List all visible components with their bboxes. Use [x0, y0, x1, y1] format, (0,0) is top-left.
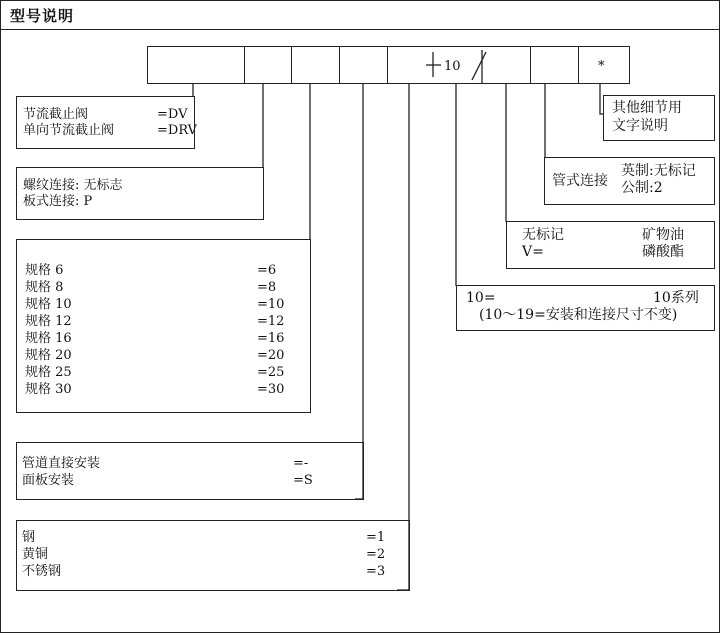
mounting-row-2-label: 面板安装: [22, 473, 75, 488]
material-row-2-label: 黄铜: [22, 547, 49, 562]
size-row-value: =20: [257, 348, 285, 363]
size-row-label: 规格 16: [25, 331, 72, 346]
material-row-1-value: =1: [366, 530, 386, 545]
size-row-label: 规格 10: [25, 297, 72, 312]
size-row-label: 规格 20: [25, 348, 72, 363]
material-row-1-label: 钢: [22, 530, 36, 545]
valve-type-row-1-value: =DV: [157, 107, 188, 122]
size-row-value: =8: [257, 280, 277, 295]
other-details-line-1: 其他细节用: [612, 100, 682, 116]
seal-row-2-left: V=: [522, 244, 544, 260]
connection-row-2: 板式连接: P: [23, 194, 93, 209]
size-row-label: 规格 25: [25, 365, 72, 380]
material-row-3-value: =3: [366, 564, 386, 579]
size-row-value: =16: [257, 331, 285, 346]
size-row-value: =25: [257, 365, 285, 380]
size-row-value: =6: [257, 263, 277, 278]
size-row-label: 规格 8: [25, 280, 64, 295]
pipe-thread-line-1: 英制:无标记: [621, 163, 696, 179]
size-row-label: 规格 6: [25, 263, 64, 278]
series-left: 10=: [466, 290, 496, 306]
size-row-value: =10: [257, 297, 285, 312]
mounting-box: [16, 442, 364, 500]
valve-type-box: [16, 96, 198, 149]
other-details-box: [603, 95, 715, 141]
series-right: 10系列: [653, 290, 699, 306]
seal-row-2-right: 磷酸酯: [642, 244, 684, 260]
seal-row-1-right: 矿物油: [642, 227, 684, 243]
connection-type-box: [16, 167, 264, 220]
size-row-value: =30: [257, 382, 285, 397]
material-row-2-value: =2: [366, 547, 386, 562]
size-row-value: =12: [257, 314, 285, 329]
extra-code-text: *: [598, 59, 605, 74]
series-note: (10～19=安装和连接尺寸不变): [479, 307, 678, 323]
connection-row-1: 螺纹连接: 无标志: [23, 178, 123, 193]
page-title: 型号说明: [10, 7, 75, 25]
seal-row-1-left: 无标记: [522, 227, 564, 243]
material-row-3-label: 不锈钢: [22, 564, 62, 579]
seal-material-box: [506, 221, 715, 269]
pipe-thread-label: 管式连接: [552, 173, 608, 189]
valve-type-row-2-label: 单向节流截止阀: [23, 123, 115, 138]
pipe-thread-box: [544, 157, 715, 205]
valve-type-row-1-label: 节流截止阀: [23, 107, 89, 122]
other-details-line-2: 文字说明: [612, 118, 668, 134]
mounting-row-2-value: =S: [293, 473, 313, 488]
size-row-label: 规格 30: [25, 382, 72, 397]
mounting-row-1-label: 管道直接安装: [22, 456, 101, 471]
mounting-row-1-value: =-: [293, 456, 309, 471]
size-row-label: 规格 12: [25, 314, 72, 329]
size-box: [16, 239, 311, 413]
series-box: [456, 285, 715, 331]
material-box: [16, 520, 410, 591]
valve-type-row-2-value: =DRV: [157, 123, 198, 138]
pipe-thread-line-2: 公制:2: [621, 180, 663, 196]
series-code-text: 10: [444, 59, 461, 74]
